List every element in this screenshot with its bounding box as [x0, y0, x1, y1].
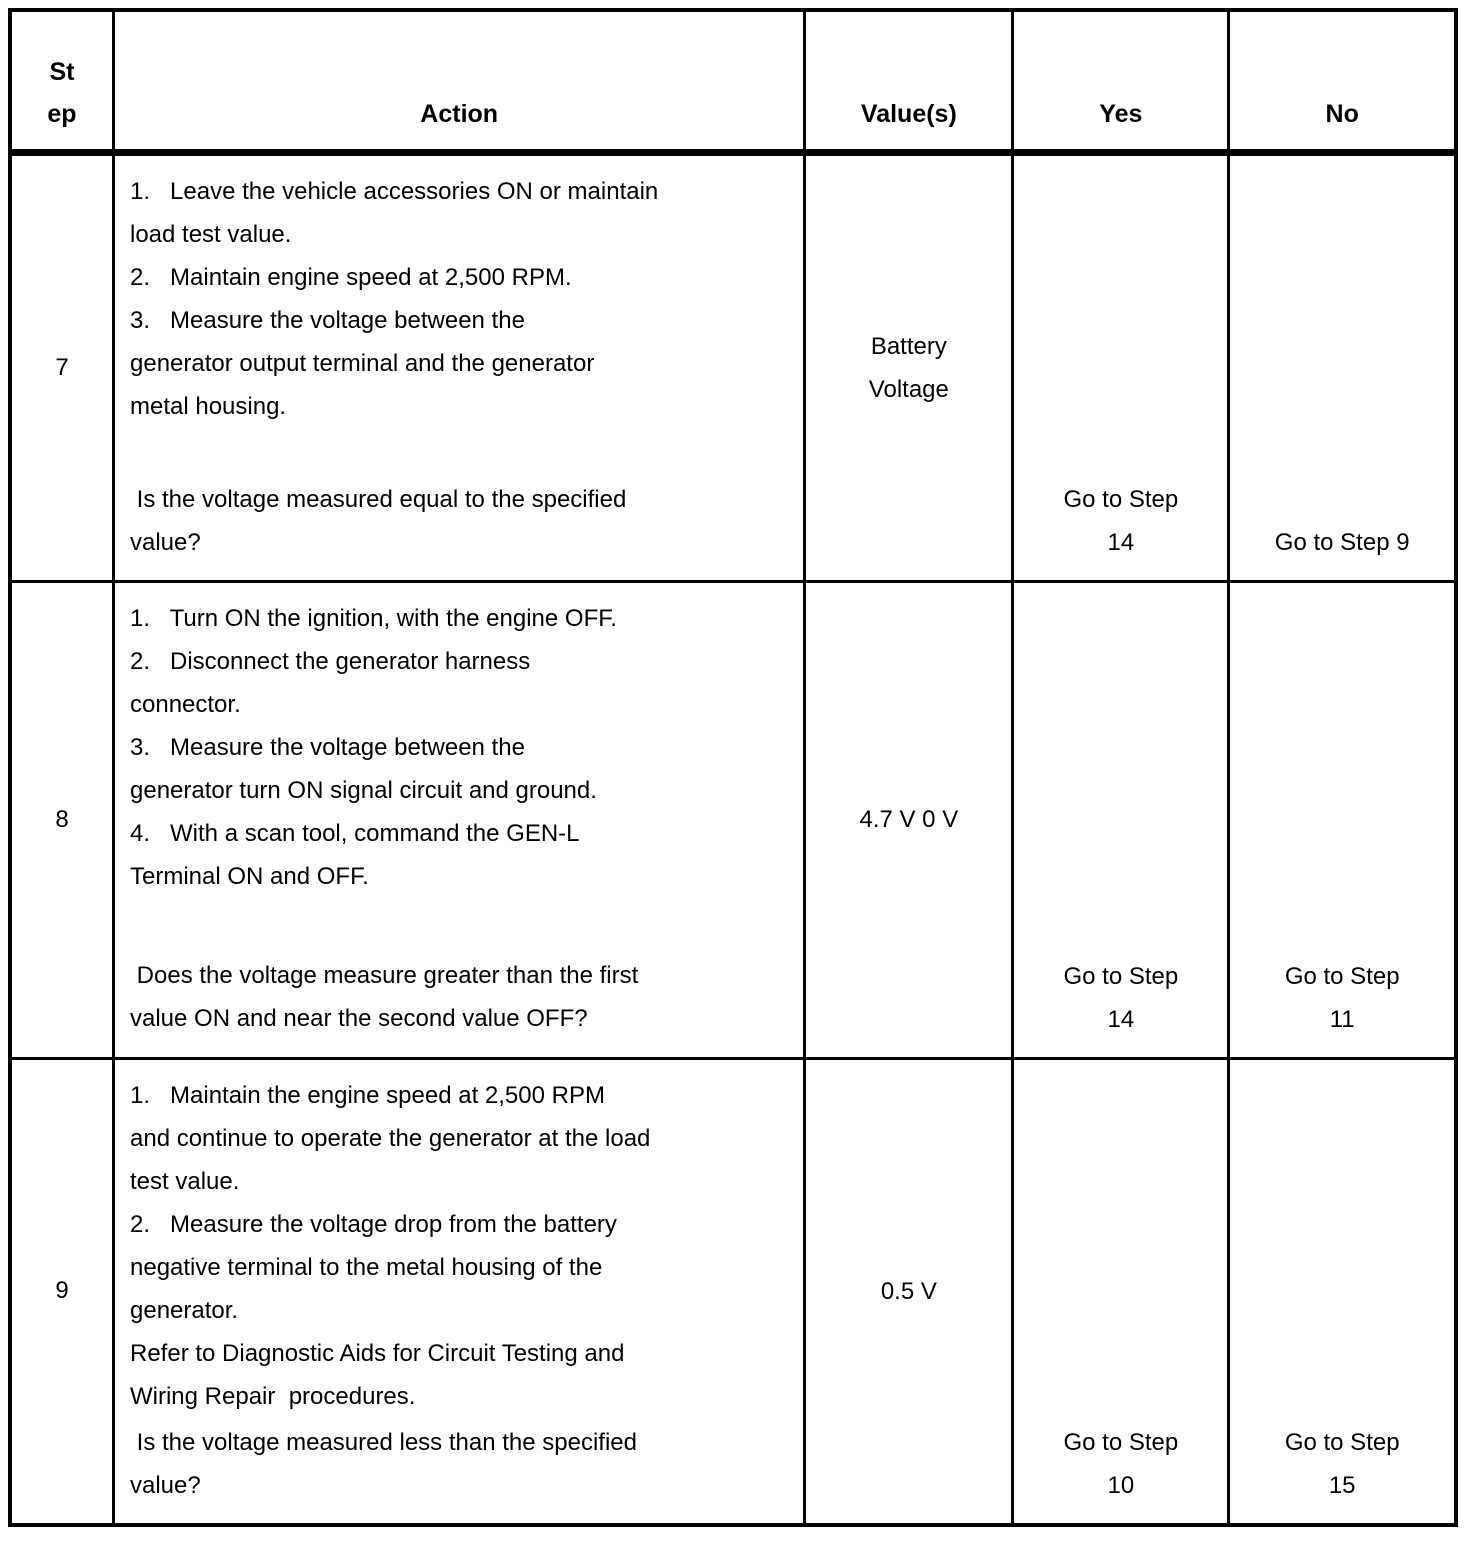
header-step: [10, 10, 114, 152]
yes-cell: [1013, 581, 1229, 1058]
action-cell: [114, 581, 805, 1058]
table-row-step-7: [10, 152, 1456, 581]
action-question: [130, 478, 789, 564]
action-content: [130, 1074, 789, 1507]
text-line: 2. Disconnect the generator harness: [130, 647, 531, 675]
text-line: Refer to Diagnostic Aids for Circuit Testing and: [130, 1339, 625, 1367]
text-line: generator.: [130, 1296, 239, 1324]
header-step-line1: St: [49, 57, 75, 86]
header-values: Value(s): [805, 10, 1013, 152]
action-instructions: [130, 597, 789, 898]
text-line: and continue to operate the generator at the load: [130, 1124, 651, 1152]
text-line: 15: [1328, 1472, 1356, 1499]
step-number: 7: [10, 152, 114, 581]
text-line: Terminal ON and OFF.: [130, 862, 369, 890]
yes-cell: [1013, 1058, 1229, 1525]
no-cell: [1229, 1058, 1456, 1525]
text-line: 14: [1107, 528, 1135, 556]
text-line: 1. Leave the vehicle accessories ON or maintain: [130, 177, 659, 205]
text-line: Does the voltage measure greater than the first: [130, 961, 639, 989]
text-line: metal housing.: [130, 392, 287, 420]
text-line: 1. Maintain the engine speed at 2,500 RPM: [130, 1081, 605, 1109]
action-question: [130, 954, 789, 1040]
text-line: generator turn ON signal circuit and ground.: [130, 776, 597, 804]
text-line: 11: [1329, 1005, 1355, 1033]
table-row-step-9: [10, 1058, 1456, 1525]
text-line: negative terminal to the metal housing of the: [130, 1253, 603, 1281]
text-line: 4.7 V 0 V: [859, 806, 959, 833]
text-line: load test value.: [130, 220, 292, 248]
text-line: Go to Step: [1284, 962, 1400, 990]
text-line: Battery: [870, 332, 947, 360]
text-line: Go to Step 9: [1274, 528, 1410, 556]
text-line: 3. Measure the voltage between the: [130, 306, 525, 334]
yes-cell: [1013, 152, 1229, 581]
text-line: test value.: [130, 1167, 240, 1195]
text-line: Go to Step: [1284, 1429, 1400, 1456]
text-line: 14: [1107, 1005, 1135, 1033]
text-line: 10: [1107, 1472, 1135, 1499]
text-line: 3. Measure the voltage between the: [130, 733, 525, 761]
text-line: Go to Step: [1063, 485, 1179, 513]
text-line: Is the voltage measured equal to the specified: [130, 485, 627, 513]
text-line: value?: [130, 1471, 201, 1499]
header-yes: Yes: [1013, 10, 1229, 152]
action-cell: [114, 1058, 805, 1525]
diagnostic-steps-table: [8, 8, 1458, 1527]
value-cell: [805, 581, 1013, 1058]
step-number: 8: [10, 581, 114, 1058]
action-content: [130, 170, 789, 564]
action-instructions: [130, 170, 789, 428]
text-line: 2. Maintain engine speed at 2,500 RPM.: [130, 263, 572, 291]
text-line: 4. With a scan tool, command the GEN-L: [130, 819, 580, 847]
no-cell: [1229, 152, 1456, 581]
text-line: Is the voltage measured less than the specified: [130, 1428, 637, 1456]
text-line: value ON and near the second value OFF?: [130, 1004, 588, 1032]
value-cell: [805, 152, 1013, 581]
text-line: connector.: [130, 690, 241, 718]
step-number: 9: [10, 1058, 114, 1525]
text-line: Go to Step: [1063, 962, 1179, 990]
action-cell: [114, 152, 805, 581]
action-content: [130, 597, 789, 1040]
no-cell: [1229, 581, 1456, 1058]
text-line: 0.5 V: [880, 1277, 937, 1305]
table-header-row: [10, 10, 1456, 152]
header-step-line2: ep: [47, 99, 77, 128]
text-line: 2. Measure the voltage drop from the battery: [130, 1210, 617, 1238]
text-line: Wiring Repair procedures.: [130, 1382, 416, 1410]
header-no: No: [1229, 10, 1456, 152]
table-row-step-8: [10, 581, 1456, 1058]
text-line: Go to Step: [1063, 1429, 1179, 1456]
text-line: value?: [130, 528, 201, 556]
action-question: [130, 1421, 789, 1507]
header-action: Action: [114, 10, 805, 152]
action-instructions: [130, 1074, 789, 1418]
text-line: Voltage: [868, 375, 949, 403]
text-line: generator output terminal and the generator: [130, 349, 595, 377]
value-cell: [805, 1058, 1013, 1525]
text-line: 1. Turn ON the ignition, with the engine OFF.: [130, 604, 617, 632]
